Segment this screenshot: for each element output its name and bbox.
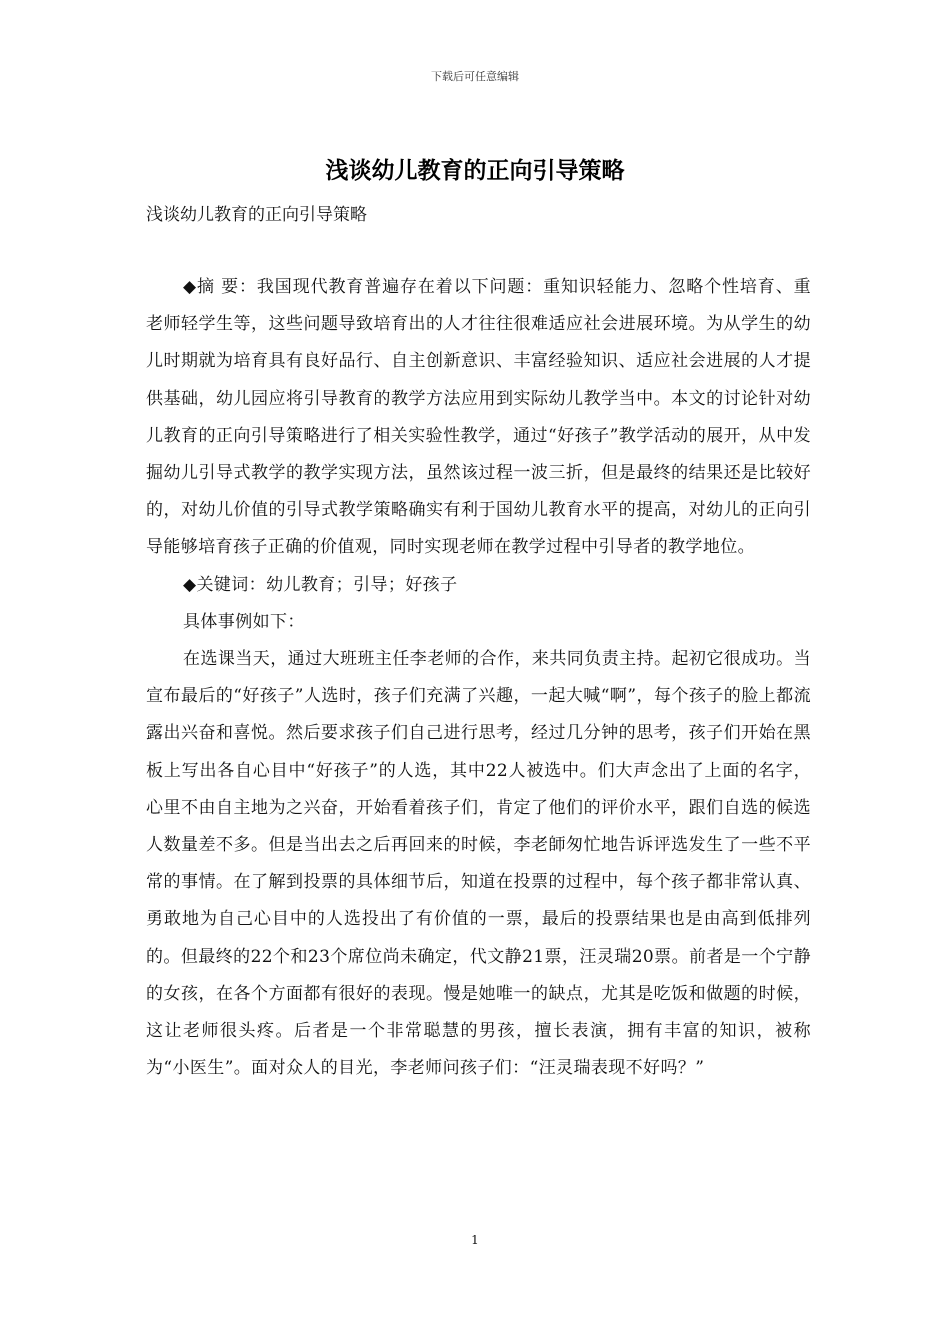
keywords-paragraph: ◆关键词：幼儿教育；引导；好孩子 [183,574,458,595]
abstract-paragraph: ◆摘 要：我国现代教育普遍存在着以下问题：重知识轻能力、忽略个性培育、重老师轻学生等，这些问题导致培育出的人才往往很难适应社会进展环境。为从学生的幼儿时期就为培育具有良好品行、自主创新意识、丰富经验知识、适应社会进展的人才提供基础，幼儿园应将引导教育的教学方法应用到实际幼儿教学当中。本文的讨论针对幼儿教育的正向引导策略进行了相关实验性教学，通过“好孩子”教学活动的展开，从中发掘幼儿引导式教学的教学实现方法，虽然该过程一波三折，但是最终的结果还是比较好的，对幼儿价值的引导式教学策略确实有利于国幼儿教育水平的提高，对幼儿的正向引导能够培育孩子正确的价值观，同时实现老师在教学过程中引导者的教学地位。 [146,277,811,558]
document-body [146,269,811,1087]
document-subtitle: 浅谈幼儿教育的正向引导策略 [146,205,367,225]
document-title: 浅谈幼儿教育的正向引导策略 [325,157,625,184]
page-number: 1 [471,1233,479,1247]
example-intro-paragraph: 具体事例如下： [183,611,305,632]
header-note: 下载后可任意编辑 [431,70,519,83]
example-body-paragraph: 在选课当天，通过大班班主任李老师的合作，来共同负责主持。起初它很成功。当宣布最后的“好孩子”人选时，孩子们充满了兴趣，一起大喊“啊”，每个孩子的脸上都流露出兴奋和喜悦。然后要求孩子们自己进行思考，经过几分钟的思考，孩子们开始在黑板上写出各自心目中“好孩子”的人选，其中22人被选中。们大声念出了上面的名字，心里不由自主地为之兴奋，开始看着孩子们，肯定了他们的评价水平，跟们自选的候选人数量差不多。但是当出去之后再回来的时候，李老師匆忙地告诉评选发生了一些不平常的事情。在了解到投票的具体细节后，知道在投票的过程中，每个孩子都非常认真、勇敢地为自己心目中的人选投出了有价值的一票，最后的投票结果也是由高到低排列的。但最终的22个和23个席位尚未确定，代文静21票，汪灵瑞20票。前者是一个宁静的女孩，在各个方面都有很好的表现。慢是她唯一的缺点，尤其是吃饭和做题的时候，这让老师很头疼。后者是一个非常聪慧的男孩，擅长表演，拥有丰富的知识，被称为“小医生”。面对众人的目光，李老师问孩子们：“汪灵瑞表现不好吗？” [146,649,811,1079]
